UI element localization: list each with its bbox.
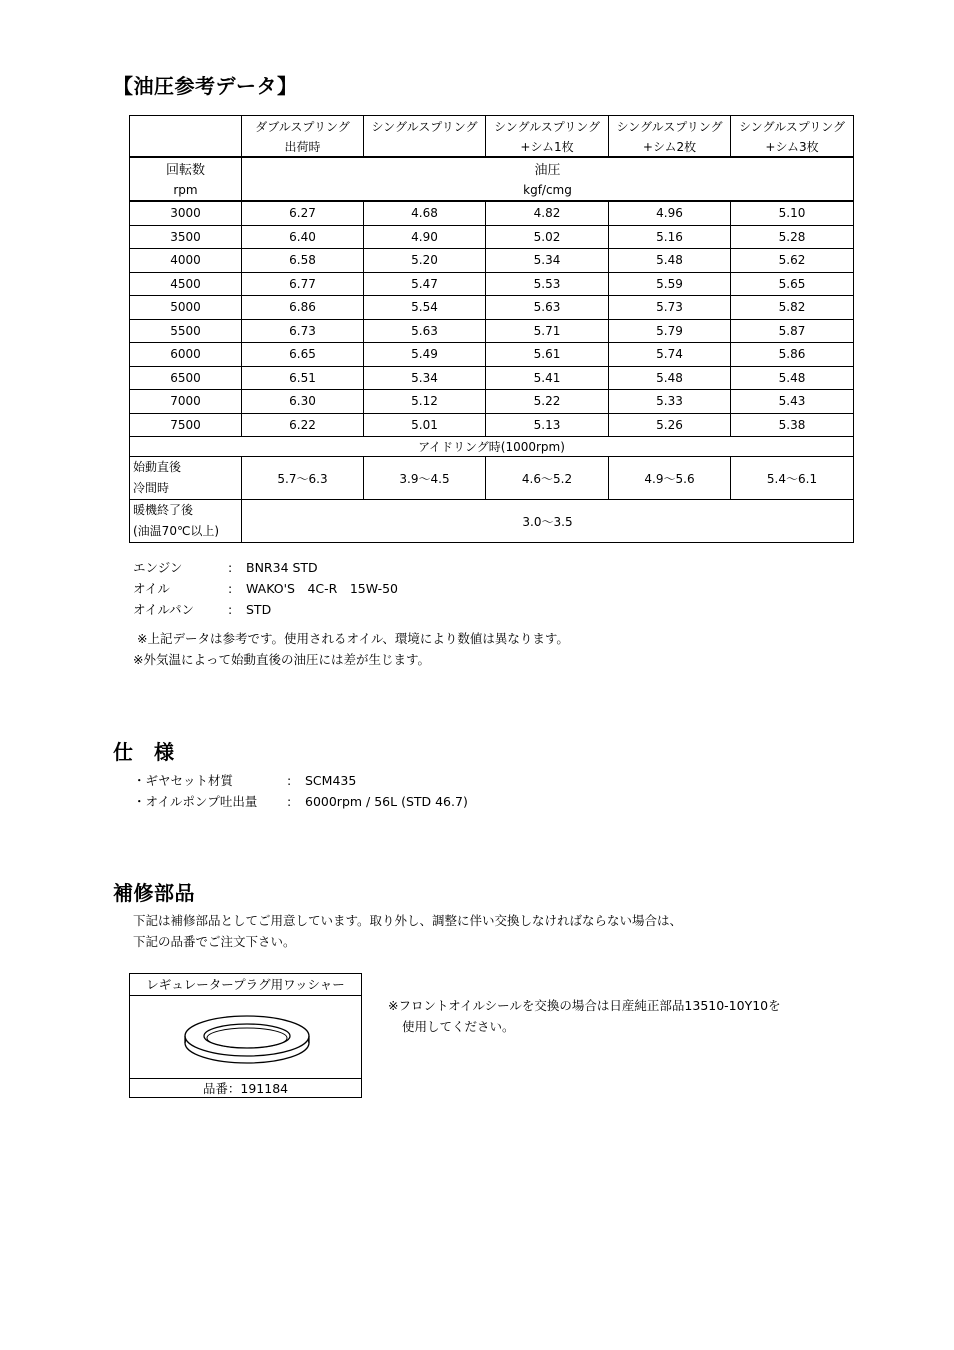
- corner-cell: [130, 116, 242, 158]
- value-cell: 5.38: [731, 413, 854, 437]
- table-row: [130, 272, 854, 296]
- value-cell: 4.90: [364, 225, 486, 249]
- value-cell: 4.6〜5.2: [486, 457, 609, 500]
- cold-start-line1: 始動直後: [133, 460, 182, 474]
- note-line: ※上記データは参考です。使用されるオイル、環境により数値は異なります。: [137, 631, 569, 646]
- value-cell: 5.61: [486, 343, 609, 367]
- value-cell: 5.63: [364, 319, 486, 343]
- cold-start-label: [130, 457, 242, 500]
- value-cell: 5.47: [364, 272, 486, 296]
- value-cell: 5.87: [731, 319, 854, 343]
- table-row: [130, 343, 854, 367]
- value-cell: 5.10: [731, 201, 854, 225]
- value-cell: 5.16: [609, 225, 731, 249]
- value-cell: 6.77: [242, 272, 364, 296]
- rpm-cell: 6000: [130, 343, 242, 367]
- condition-label: オイル: [133, 581, 170, 596]
- value-cell: 6.51: [242, 366, 364, 390]
- warm-row: [130, 500, 854, 543]
- cold-start-line2: 冷間時: [133, 481, 170, 495]
- value-cell: 5.63: [486, 296, 609, 320]
- value-cell: 5.43: [731, 390, 854, 414]
- table-row: [130, 225, 854, 249]
- condition-colon: :: [228, 560, 233, 575]
- value-cell: 5.02: [486, 225, 609, 249]
- condition-value: WAKO'S 4C-R 15W-50: [246, 581, 399, 596]
- rpm-cell: 6500: [130, 366, 242, 390]
- rpm-cell: 3000: [130, 201, 242, 225]
- value-cell: 5.01: [364, 413, 486, 437]
- parts-description: [133, 910, 682, 952]
- value-cell: 3.9〜4.5: [364, 457, 486, 500]
- value-cell: 6.65: [242, 343, 364, 367]
- header-single-shim2: シングルスプリング: [609, 116, 731, 137]
- part-number: 品番：191184: [202, 1081, 289, 1096]
- value-cell: 5.86: [731, 343, 854, 367]
- part-card: [129, 973, 362, 1098]
- table-row: [130, 249, 854, 273]
- value-cell: 5.82: [731, 296, 854, 320]
- value-cell: 6.27: [242, 201, 364, 225]
- value-cell: 5.48: [609, 249, 731, 273]
- washer-image: [130, 996, 361, 1079]
- condition-colon: :: [228, 602, 233, 617]
- header-double-spring-sub: 出荷時: [242, 136, 364, 157]
- oil-pressure-table: [129, 115, 854, 543]
- table-row: [130, 296, 854, 320]
- table-row: [130, 413, 854, 437]
- condition-colon: :: [228, 581, 233, 596]
- cold-start-row: [130, 457, 854, 500]
- rpm-unit: rpm: [130, 179, 242, 201]
- spec-row: [133, 791, 468, 812]
- idle-label: アイドリング時(1000rpm): [130, 437, 854, 457]
- warm-value: 3.0〜3.5: [242, 500, 854, 543]
- value-cell: 5.53: [486, 272, 609, 296]
- spec-row: [133, 770, 468, 791]
- value-cell: 6.30: [242, 390, 364, 414]
- spec-colon: :: [287, 773, 292, 788]
- rpm-cell: 3500: [130, 225, 242, 249]
- spec-value: SCM435: [305, 773, 357, 788]
- conditions-list: [133, 557, 398, 620]
- condition-value: BNR34 STD: [246, 560, 318, 575]
- condition-label: オイルパン: [133, 602, 195, 617]
- value-cell: 5.34: [486, 249, 609, 273]
- parts-note-line: 使用してください。: [402, 1019, 515, 1034]
- value-cell: 5.49: [364, 343, 486, 367]
- header-single-shim3: シングルスプリング: [731, 116, 854, 137]
- value-cell: 5.79: [609, 319, 731, 343]
- value-cell: 5.54: [364, 296, 486, 320]
- pressure-label: 油圧: [242, 157, 854, 179]
- value-cell: 5.20: [364, 249, 486, 273]
- idle-row: [130, 437, 854, 457]
- rpm-cell: 4500: [130, 272, 242, 296]
- spec-label: ・オイルポンプ吐出量: [133, 794, 258, 809]
- value-cell: 5.71: [486, 319, 609, 343]
- notes: [133, 628, 569, 670]
- warm-label: [130, 500, 242, 543]
- table-row: [130, 390, 854, 414]
- part-name: レギュレータープラグ用ワッシャー: [130, 974, 361, 996]
- value-cell: 5.28: [731, 225, 854, 249]
- value-cell: 6.22: [242, 413, 364, 437]
- header-single-spring-sub: [364, 136, 486, 157]
- rpm-cell: 7000: [130, 390, 242, 414]
- value-cell: 5.62: [731, 249, 854, 273]
- value-cell: 5.34: [364, 366, 486, 390]
- value-cell: 6.73: [242, 319, 364, 343]
- warm-line1: 暖機終了後: [133, 503, 194, 517]
- parts-section-title: 補修部品: [113, 881, 195, 905]
- washer-icon: [130, 996, 361, 1078]
- value-cell: 5.4〜6.1: [731, 457, 854, 500]
- value-cell: 6.86: [242, 296, 364, 320]
- parts-note-line: ※フロントオイルシールを交換の場合は日産純正部品13510-10Y10を: [388, 998, 781, 1013]
- value-cell: 5.26: [609, 413, 731, 437]
- value-cell: 5.22: [486, 390, 609, 414]
- warm-line2: (油温70℃以上): [133, 524, 220, 538]
- rpm-cell: 7500: [130, 413, 242, 437]
- rpm-cell: 4000: [130, 249, 242, 273]
- parts-note: [388, 995, 781, 1037]
- header-single-shim1-sub: +シム1枚: [486, 136, 609, 157]
- header-single-shim2-sub: +シム2枚: [609, 136, 731, 157]
- spec-label: ・ギヤセット材質: [133, 773, 234, 788]
- spec-list: [133, 770, 468, 812]
- condition-row: [133, 557, 398, 578]
- value-cell: 5.74: [609, 343, 731, 367]
- value-cell: 5.73: [609, 296, 731, 320]
- unit-row: [130, 157, 854, 179]
- value-cell: 4.9〜5.6: [609, 457, 731, 500]
- table-row: [130, 201, 854, 225]
- value-cell: 4.82: [486, 201, 609, 225]
- rpm-cell: 5500: [130, 319, 242, 343]
- value-cell: 5.48: [609, 366, 731, 390]
- table-row: [130, 319, 854, 343]
- value-cell: 5.59: [609, 272, 731, 296]
- condition-label: エンジン: [133, 560, 183, 575]
- oil-section-title: 【油圧参考データ】: [113, 74, 298, 98]
- value-cell: 5.65: [731, 272, 854, 296]
- unit-row-2: [130, 179, 854, 201]
- pressure-unit: kgf/cmg: [242, 179, 854, 201]
- spec-colon: :: [287, 794, 292, 809]
- value-cell: 4.96: [609, 201, 731, 225]
- header-single-shim1: シングルスプリング: [486, 116, 609, 137]
- value-cell: 6.40: [242, 225, 364, 249]
- note-line: ※外気温によって始動直後の油圧には差が生じます。: [133, 652, 430, 667]
- spec-section-title: 仕 様: [113, 740, 175, 764]
- value-cell: 5.33: [609, 390, 731, 414]
- parts-desc-line: 下記の品番でご注文下さい。: [133, 934, 296, 949]
- value-cell: 5.41: [486, 366, 609, 390]
- header-single-shim3-sub: +シム3枚: [731, 136, 854, 157]
- value-cell: 4.68: [364, 201, 486, 225]
- condition-value: STD: [246, 602, 272, 617]
- value-cell: 6.58: [242, 249, 364, 273]
- rpm-label: 回転数: [130, 157, 242, 179]
- value-cell: 5.48: [731, 366, 854, 390]
- spec-value: 6000rpm / 56L (STD 46.7): [305, 794, 468, 809]
- value-cell: 5.12: [364, 390, 486, 414]
- value-cell: 5.7〜6.3: [242, 457, 364, 500]
- parts-desc-line: 下記は補修部品としてご用意しています。取り外し、調整に伴い交換しなければならない場合は、: [133, 913, 683, 928]
- value-cell: 5.13: [486, 413, 609, 437]
- condition-row: [133, 599, 398, 620]
- header-row: [130, 116, 854, 137]
- rpm-cell: 5000: [130, 296, 242, 320]
- condition-row: [133, 578, 398, 599]
- header-single-spring: シングルスプリング: [364, 116, 486, 137]
- table-row: [130, 366, 854, 390]
- header-double-spring: ダブルスプリング: [242, 116, 364, 137]
